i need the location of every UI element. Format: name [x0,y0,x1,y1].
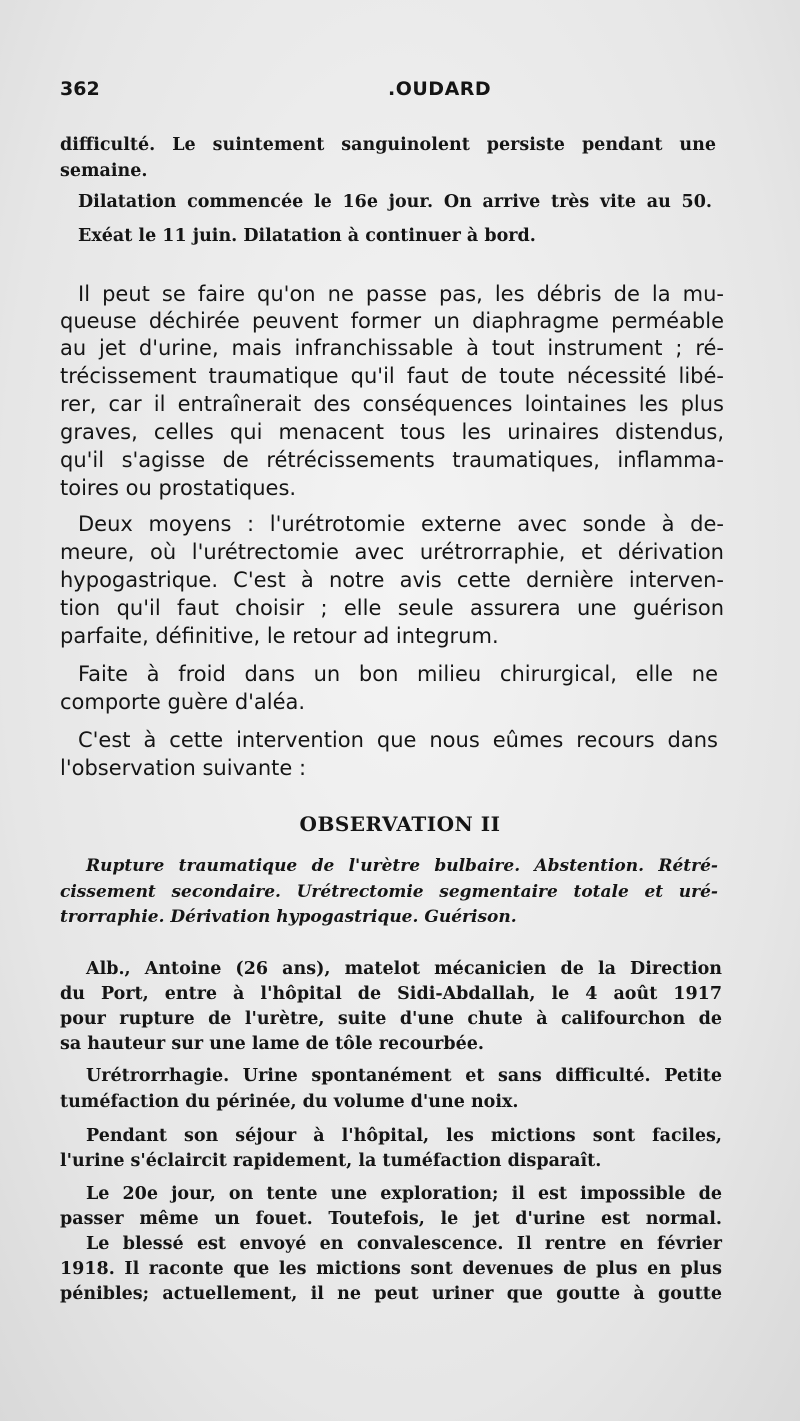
text-line: difficulté. Le suintement sanguinolent persiste pendant une [60,135,716,155]
text-line: tuméfaction du périnée, du volume d'une noix. [60,1092,519,1112]
text-line: passer même un fouet. Toutefois, le jet d'urine est normal. [60,1209,722,1229]
text-line: meure, où l'urétrectomie avec urétrorraphie, et dérivation [60,540,724,564]
observation-heading: OBSERVATION II [299,812,501,836]
text-line: l'observation suivante : [60,756,307,780]
text-line: parfaite, définitive, le retour ad integrum. [60,624,499,648]
text-line: pour rupture de l'urètre, suite d'une chute à califourchon de [60,1009,722,1029]
text-line: Exéat le 11 juin. Dilatation à continuer à bord. [78,226,536,246]
text-line: trécissement traumatique qu'il faut de toute nécessité libé- [60,364,724,388]
text-line: Faite à froid dans un bon milieu chirurgical, elle ne [78,662,718,686]
text-line: C'est à cette intervention que nous eûmes recours dans [78,728,718,752]
summary-line: Rupture traumatique de l'urètre bulbaire. Abstention. Rétré- [86,856,718,876]
text-line: du Port, entre à l'hôpital de Sidi-Abdallah, le 4 août 1917 [60,984,722,1004]
text-line: Le blessé est envoyé en convalescence. Il rentre en février [86,1234,722,1254]
text-line: qu'il s'agisse de rétrécissements traumatiques, inflamma- [60,448,724,472]
text-line: comporte guère d'aléa. [60,690,306,714]
running-head: .OUDARD [388,78,492,100]
text-line: Urétrorrhagie. Urine spontanément et sans difficulté. Petite [86,1066,722,1086]
text-line: tion qu'il faut choisir ; elle seule assurera une guérison [60,596,724,620]
page-number: 362 [60,78,100,100]
text-line: l'urine s'éclaircit rapidement, la tuméfaction disparaît. [60,1151,602,1171]
text-line: queuse déchirée peuvent former un diaphragme perméable [60,309,724,333]
text-line: 1918. Il raconte que les mictions sont devenues de plus en plus [60,1259,722,1279]
text-line: au jet d'urine, mais infranchissable à tout instrument ; ré- [60,336,724,360]
page-header [60,78,740,104]
text-line: rer, car il entraînerait des conséquences lointaines les plus [60,392,724,416]
summary-line: cissement secondaire. Urétrectomie segmentaire totale et uré- [60,882,718,902]
text-line: graves, celles qui menacent tous les urinaires distendus, [60,420,724,444]
text-line: Alb., Antoine (26 ans), matelot mécanicien de la Direction [86,959,722,979]
text-line: Dilatation commencée le 16e jour. On arrive très vite au 50. [78,192,712,212]
text-line: Il peut se faire qu'on ne passe pas, les débris de la mu- [78,282,724,306]
text-line: toires ou prostatiques. [60,476,297,500]
text-line: Deux moyens : l'urétrotomie externe avec sonde à de- [78,512,724,536]
text-line: pénibles; actuellement, il ne peut uriner que goutte à goutte [60,1284,722,1304]
text-line: Pendant son séjour à l'hôpital, les mictions sont faciles, [86,1126,722,1146]
text-line: Le 20e jour, on tente une exploration; il est impossible de [86,1184,722,1204]
text-line: sa hauteur sur une lame de tôle recourbée. [60,1034,484,1054]
summary-line: trorraphie. Dérivation hypogastrique. Guérison. [60,907,517,927]
text-line: semaine. [60,161,148,181]
text-line: hypogastrique. C'est à notre avis cette dernière interven- [60,568,724,592]
